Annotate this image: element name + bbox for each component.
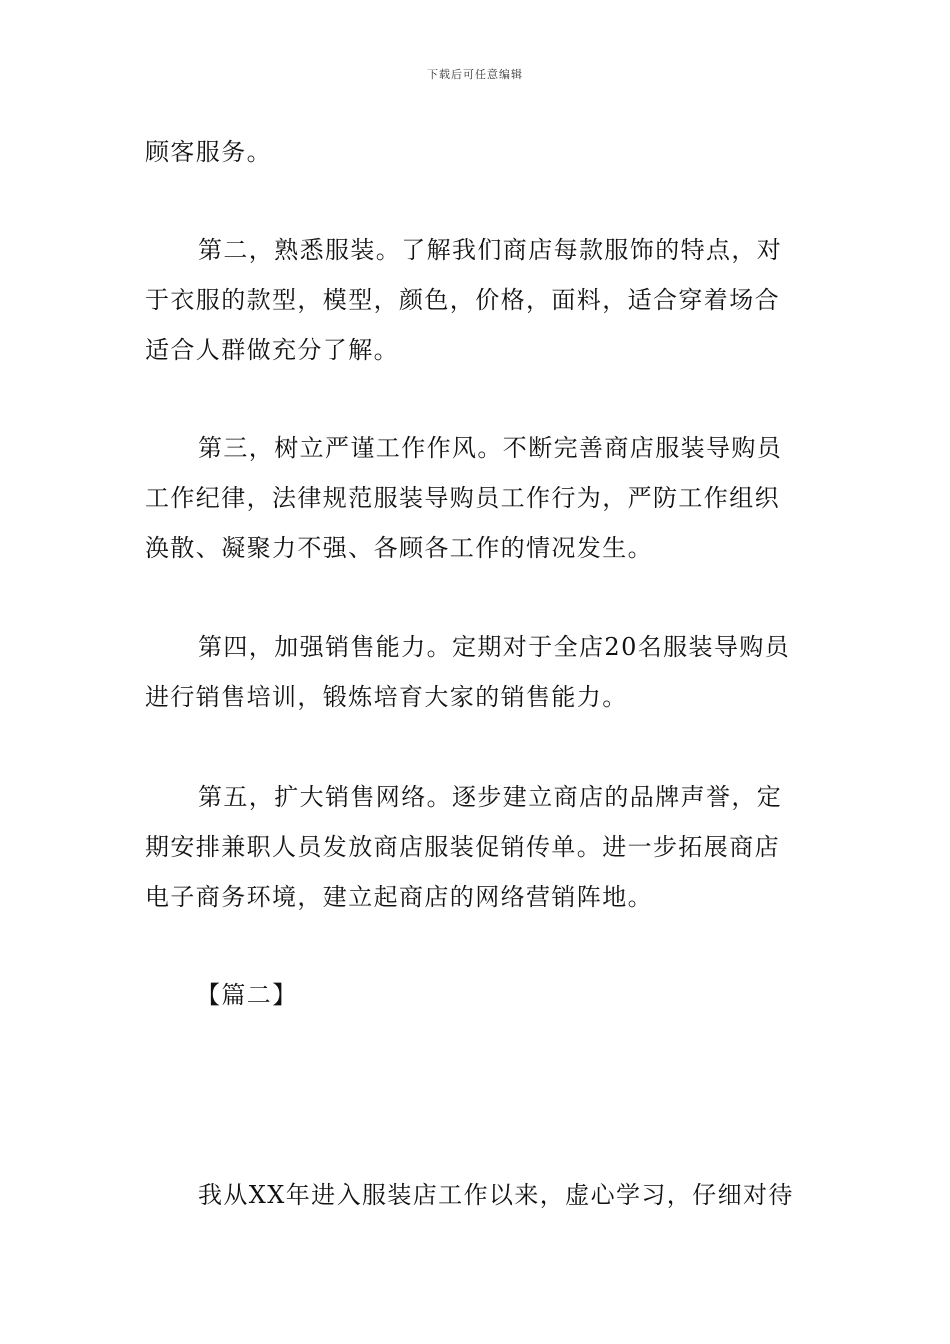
section-heading: 【篇二】 bbox=[196, 981, 298, 1009]
paragraph-line: 顾客服务。 bbox=[145, 138, 272, 166]
paragraph-line: 电子商务环境，建立起商店的网络营销阵地。 bbox=[145, 883, 653, 911]
paragraph-line: 我从XX年进入服装店工作以来，虚心学习，仔细对待 bbox=[198, 1181, 794, 1209]
paragraph-line: 期安排兼职人员发放商店服装促销传单。进一步拓展商店 bbox=[145, 833, 780, 861]
paragraph-line: 第五，扩大销售网络。逐步建立商店的品牌声誉，定 bbox=[198, 783, 783, 811]
page-header: 下载后可任意编辑 bbox=[427, 68, 523, 81]
paragraph-line: 第三，树立严谨工作作风。不断完善商店服装导购员 bbox=[198, 434, 783, 462]
paragraph-line: 涣散、凝聚力不强、各顾各工作的情况发生。 bbox=[145, 534, 653, 562]
paragraph-line: 第四，加强销售能力。定期对于全店20名服装导购员 bbox=[198, 633, 791, 661]
paragraph-line: 第二，熟悉服装。了解我们商店每款服饰的特点，对 bbox=[198, 236, 783, 264]
paragraph-line: 适合人群做充分了解。 bbox=[145, 336, 399, 364]
paragraph-line: 工作纪律，法律规范服装导购员工作行为，严防工作组织 bbox=[145, 484, 780, 512]
paragraph-line: 进行销售培训，锻炼培育大家的销售能力。 bbox=[145, 683, 628, 711]
paragraph-line: 于衣服的款型，模型，颜色，价格，面料，适合穿着场合 bbox=[145, 286, 780, 314]
